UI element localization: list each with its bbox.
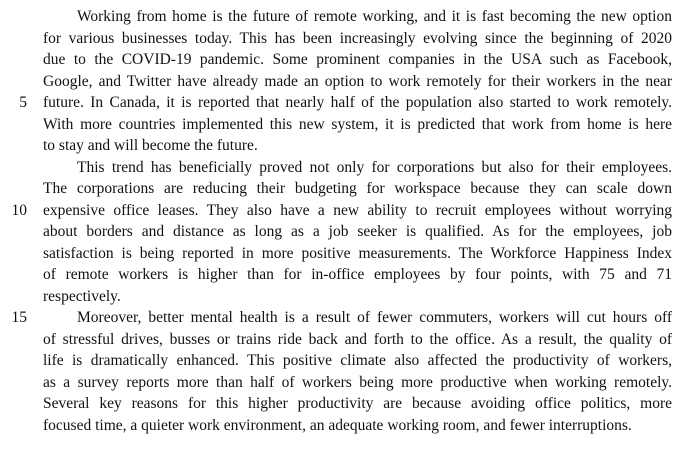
line-text: for various businesses today. This has been increasingly evolving since the beginning of 2020 xyxy=(43,29,672,47)
text-line xyxy=(0,415,688,437)
line-text: expensive office leases. They also have a new ability to recruit employees without worrying xyxy=(43,201,672,219)
text-line xyxy=(0,286,688,308)
text-line xyxy=(0,28,688,50)
line-number: 5 xyxy=(19,94,27,111)
line-text: Several key reasons for this higher productivity are because avoiding office politics, more xyxy=(43,395,672,412)
text-line xyxy=(0,200,688,222)
line-text: to stay and will become the future. xyxy=(43,137,258,154)
line-number: 10 xyxy=(11,201,27,219)
text-line xyxy=(0,243,688,265)
line-text: about borders and distance as long as a job seeker is qualified. As for the employees, job xyxy=(43,223,672,240)
line-text: This trend has beneficially proved not only for corporations but also for their employees. xyxy=(77,158,672,176)
line-text: due to the COVID-19 pandemic. Some prominent companies in the USA such as Facebook, xyxy=(43,51,672,68)
text-line xyxy=(0,114,688,136)
line-text: focused time, a quieter work environment, an adequate working room, and fewer interruptions. xyxy=(43,416,632,434)
text-line xyxy=(0,393,688,415)
text-line xyxy=(0,49,688,71)
line-text: With more countries implemented this new system, it is predicted that work from home is here xyxy=(43,115,672,133)
line-text: of remote workers is higher than for in-office employees by four points, with 75 and 71 xyxy=(43,266,672,283)
text-line xyxy=(0,178,688,200)
line-text: satisfaction is being reported in more positive measurements. The Workforce Happiness Index xyxy=(43,244,672,262)
text-line xyxy=(0,350,688,372)
line-text: The corporations are reducing their budgeting for workspace because they can scale down xyxy=(43,180,672,197)
line-text: Moreover, better mental health is a result of fewer commuters, workers will cut hours off xyxy=(77,309,672,326)
text-line xyxy=(0,372,688,394)
text-line xyxy=(0,6,688,28)
text-line xyxy=(0,157,688,179)
text-line xyxy=(0,135,688,157)
line-number: 15 xyxy=(11,309,27,326)
line-text: Working from home is the future of remote working, and it is fast becoming the new option xyxy=(77,8,672,25)
text-line xyxy=(0,329,688,351)
text-line xyxy=(0,307,688,329)
text-line xyxy=(0,264,688,286)
line-text: future. In Canada, it is reported that nearly half of the population also started to work remotely. xyxy=(43,94,672,111)
text-line xyxy=(0,92,688,114)
line-text: as a survey reports more than half of workers being more productive when working remotely. xyxy=(43,373,672,391)
line-text: of stressful drives, busses or trains ride back and forth to the office. As a result, the quality of xyxy=(43,330,672,348)
line-text: respectively. xyxy=(43,287,121,305)
text-line xyxy=(0,71,688,93)
line-text: Google, and Twitter have already made an option to work remotely for their workers in the near xyxy=(43,72,672,90)
line-text: life is dramatically enhanced. This positive climate also affected the productivity of workers, xyxy=(43,352,672,369)
text-line xyxy=(0,221,688,243)
